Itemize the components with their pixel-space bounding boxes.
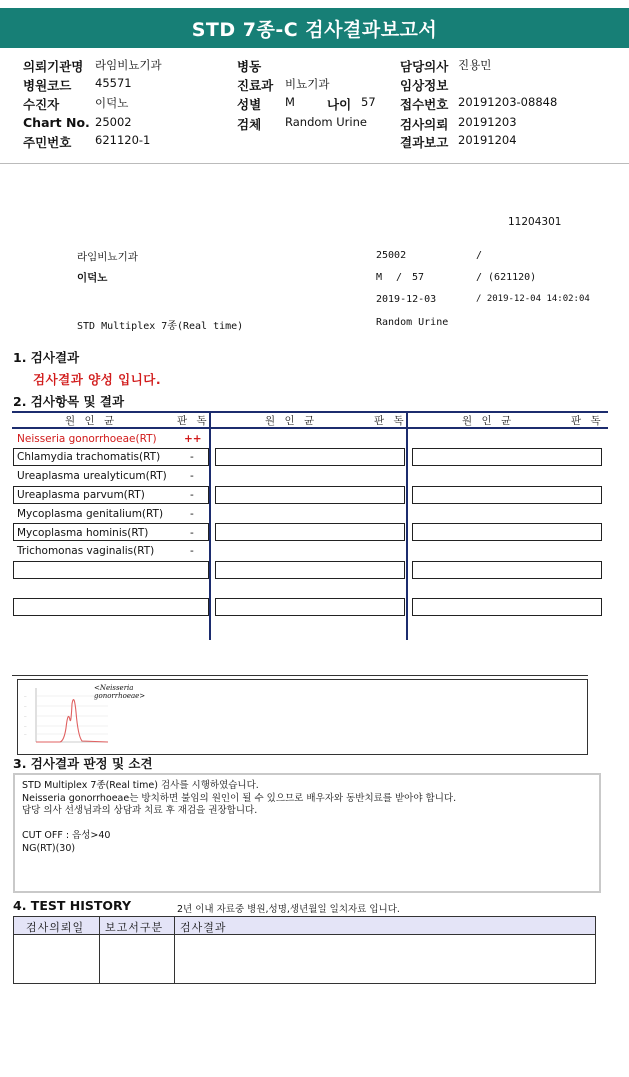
history-col-request-date: 검사의뢰일: [26, 921, 85, 934]
result-box: [215, 523, 405, 541]
history-table: [13, 916, 596, 984]
header-patient: 수진자 이덕노: [23, 96, 129, 112]
opinion-line: NG(RT)(30): [22, 842, 76, 854]
result-item-name: Ureaplasma parvum(RT): [17, 489, 145, 501]
graph-top-rule: [12, 675, 588, 676]
result-box: [13, 598, 209, 616]
report-specimen: Random Urine: [376, 317, 449, 328]
col-head-organism-3: 원 인 균: [462, 415, 515, 427]
results-table-divider-1: [209, 411, 211, 640]
header-specimen: 검체 Random Urine: [237, 115, 367, 132]
report-sex: M: [376, 272, 383, 283]
result-box: [412, 598, 602, 616]
svg-text:—: —: [24, 715, 27, 718]
header-resident-no: 주민번호 621120-1: [23, 133, 151, 150]
report-id-part: / (621120): [476, 272, 537, 283]
history-col-result: 검사결과: [180, 921, 227, 934]
section4-title: 4. TEST HISTORY: [13, 898, 132, 913]
opinion-line: STD Multiplex 7종(Real time) 검사를 시행하였습니다.: [22, 780, 259, 791]
report-code: 11204301: [508, 216, 562, 228]
result-box: [215, 486, 405, 504]
header-request-date: 검사의뢰 20191203: [400, 115, 517, 132]
report-age: 57: [412, 272, 425, 283]
report-chart-no: 25002: [376, 250, 407, 261]
report-patient: 이덕노: [77, 272, 108, 284]
result-box: [215, 598, 405, 616]
history-note: 2년 이내 자료중 병원,성명,생년월일 일치자료 입니다.: [177, 904, 400, 915]
result-box: [412, 561, 602, 579]
section3-title: 3. 검사결과 판정 및 소견: [13, 756, 153, 771]
svg-text:—: —: [24, 695, 27, 698]
report-clinic: 라임비뇨기과: [77, 251, 138, 263]
svg-text:—: —: [24, 725, 27, 728]
report-slash: /: [476, 250, 483, 261]
col-head-judgement-3: 판 독: [571, 415, 604, 427]
result-item-judgement: -: [190, 508, 194, 520]
result-item-judgement: -: [190, 489, 194, 501]
report-test-name: STD Multiplex 7종(Real time): [77, 321, 244, 332]
header-age: 나이 57: [327, 95, 376, 112]
result-item-judgement: -: [190, 545, 194, 557]
result-box: [215, 448, 405, 466]
opinion-line: [22, 818, 592, 831]
header-receipt-no: 접수번호 20191203-08848: [400, 95, 558, 112]
header-report-date: 결과보고 20191204: [400, 133, 517, 150]
header-sex: 성별 M: [237, 95, 295, 112]
history-col-report-type: 보고서구분: [105, 921, 164, 934]
header-hospital-code: 병원코드 45571: [23, 76, 132, 93]
result-box: [412, 523, 602, 541]
graph-legend: <Neisseria gonorrhoeae>: [94, 684, 146, 700]
result-item-name: Chlamydia trachomatis(RT): [17, 451, 161, 463]
result-item-judgement: -: [190, 527, 194, 539]
history-col-divider: [99, 917, 100, 983]
header-department: 진료과 비뇨기과: [237, 77, 330, 93]
result-box: [13, 561, 209, 579]
result-box: [215, 561, 405, 579]
header-doctor: 담당의사 진용민: [400, 58, 492, 74]
opinion-box: [13, 773, 601, 893]
result-item-name: Trichomonas vaginalis(RT): [17, 545, 155, 557]
result-item-name: Mycoplasma hominis(RT): [17, 527, 149, 539]
report-request-date: 2019-12-03: [376, 294, 437, 305]
report-slash-2: /: [396, 272, 403, 283]
result-item-name: Neisseria gonorrhoeae(RT): [17, 433, 157, 445]
report-title: STD 7종-C 검사결과보고서: [0, 8, 629, 48]
opinion-line: 담당 의사 선생님과의 상담과 치료 후 재검을 권장합니다.: [22, 805, 258, 816]
col-head-organism-2: 원 인 균: [265, 415, 318, 427]
svg-text:—: —: [24, 733, 27, 736]
result-item-judgement: -: [190, 470, 194, 482]
opinion-line: CUT OFF : 음성>40: [22, 830, 111, 841]
section2-title: 2. 검사항목 및 결과: [13, 394, 125, 409]
header-chart-no: Chart No. 25002: [23, 115, 132, 130]
col-head-organism-1: 원 인 균: [65, 415, 118, 427]
results-table-divider-2: [406, 411, 408, 640]
history-col-divider: [174, 917, 175, 983]
section1-title: 1. 검사결과: [13, 350, 80, 365]
header-divider: [0, 163, 629, 164]
result-item-judgement: -: [190, 451, 194, 463]
header-requester: 의뢰기관명 라임비뇨기과: [23, 58, 162, 74]
svg-text:—: —: [24, 705, 27, 708]
header-ward: 병동: [237, 59, 262, 74]
result-item-name: Ureaplasma urealyticum(RT): [17, 470, 167, 482]
col-head-judgement-2: 판 독: [374, 415, 407, 427]
result-item-judgement: ++: [184, 433, 202, 445]
history-table-header: [14, 917, 595, 935]
report-datetime: / 2019-12-04 14:02:04: [476, 294, 590, 304]
header-clinical-info: 임상정보: [400, 78, 449, 93]
amplification-graph-box: [17, 679, 588, 755]
positive-result-text: 검사결과 양성 입니다.: [33, 372, 162, 387]
col-head-judgement-1: 판 독: [177, 415, 210, 427]
result-box: [412, 486, 602, 504]
result-box: [412, 448, 602, 466]
opinion-line: Neisseria gonorrhoeae는 방치하면 불임의 원인이 될 수 있으므로 배우자와 동반치료를 받아야 합니다.: [22, 792, 457, 804]
result-item-name: Mycoplasma genitalium(RT): [17, 508, 164, 520]
